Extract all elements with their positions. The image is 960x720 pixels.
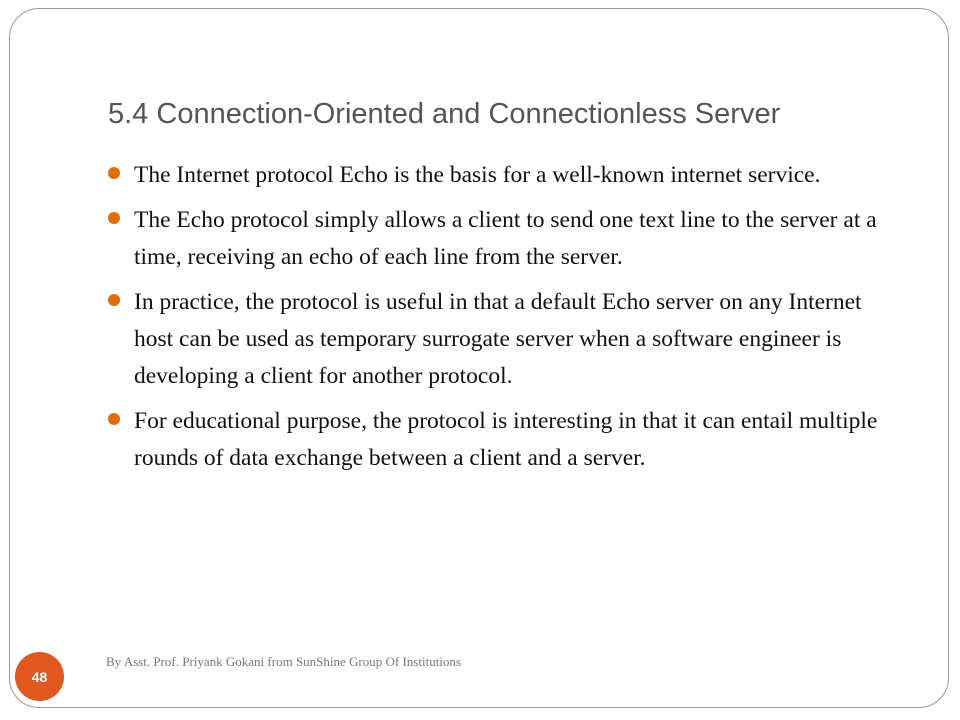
bullet-item [106,202,906,276]
bullet-list [106,157,906,485]
bullet-text: In practice, the protocol is useful in that a default Echo server on any Internet host can be used as temporary surrogate server when a software engineer is developing a client for another protocol. [134,289,862,389]
bullet-dot-icon [108,212,120,224]
bullet-item [106,157,906,194]
bullet-text: The Echo protocol simply allows a client to send one text line to the server at a time, receiving an echo of each line from the server. [134,207,877,270]
bullet-text: The Internet protocol Echo is the basis for a well-known internet service. [134,162,821,188]
bullet-item [106,284,906,395]
slide-title: 5.4 Connection-Oriented and Connectionless Server [108,98,781,130]
bullet-dot-icon [108,294,120,306]
bullet-text: For educational purpose, the protocol is interesting in that it can entail multiple rounds of data exchange between a client and a server. [134,408,878,471]
bullet-item [106,403,906,477]
slide-footer: By Asst. Prof. Priyank Gokani from SunShine Group Of Institutions [106,654,461,669]
bullet-dot-icon [108,167,120,179]
page-number: 48 [31,668,48,685]
bullet-dot-icon [108,413,120,425]
page-number-badge [15,652,64,701]
